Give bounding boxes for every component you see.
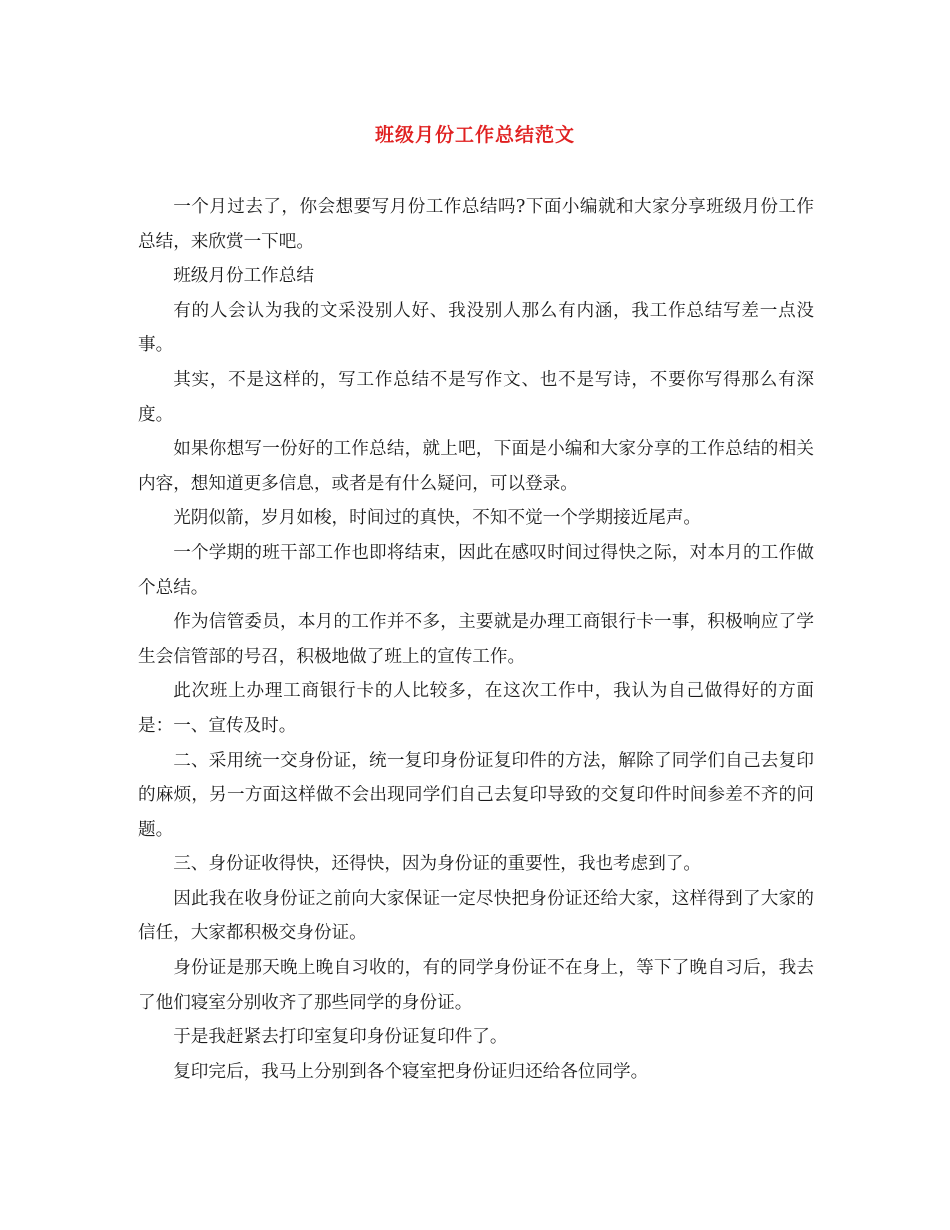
paragraph: 身份证是那天晚上晚自习收的，有的同学身份证不在身上，等下了晚自习后，我去了他们寝室分别收齐了那些同学的身份证。 (138, 958, 814, 1013)
paragraph: 于是我赶紧去打印室复印身份证复印件了。 (173, 1027, 508, 1048)
paragraph: 有的人会认为我的文采没别人好、我没别人那么有内涵，我工作总结写差一点没事。 (138, 300, 814, 356)
paragraph: 其实，不是这样的，写工作总结不是写作文、也不是写诗，不要你写得那么有深度。 (138, 369, 814, 425)
document-title: 班级月份工作总结范文 (374, 124, 575, 146)
paragraph: 如果你想写一份好的工作总结，就上吧，下面是小编和大家分享的工作总结的相关内容，想知道更多信息，或者是有什么疑问，可以登录。 (138, 439, 814, 494)
paragraph: 三、身份证收得快，还得快，因为身份证的重要性，我也考虑到了。 (173, 854, 702, 875)
paragraph: 作为信管委员，本月的工作并不多，主要就是办理工商银行卡一事，积极响应了学生会信管部的号召，积极地做了班上的宣传工作。 (138, 612, 814, 667)
paragraph: 光阴似箭，岁月如梭，时间过的真快，不知不觉一个学期接近尾声。 (173, 508, 702, 529)
paragraph: 二、采用统一交身份证，统一复印身份证复印件的方法，解除了同学们自己去复印的麻烦，另一方面这样做不会出现同学们自己去复印导致的交复印件时间参差不齐的问题。 (138, 750, 814, 840)
paragraph: 此次班上办理工商银行卡的人比较多，在这次工作中，我认为自己做得好的方面是：一、宣传及时。 (138, 681, 814, 736)
paragraph: 班级月份工作总结 (173, 266, 314, 287)
paragraph: 一个月过去了，你会想要写月份工作总结吗?下面小编就和大家分享班级月份工作总结，来欣赏一下吧。 (138, 197, 814, 252)
paragraph: 一个学期的班干部工作也即将结束，因此在感叹时间过得快之际，对本月的工作做个总结。 (138, 542, 814, 598)
paragraph: 因此我在收身份证之前向大家保证一定尽快把身份证还给大家，这样得到了大家的信任，大家都积极交身份证。 (138, 888, 814, 944)
document-body (138, 190, 814, 1089)
paragraph: 复印完后，我马上分别到各个寝室把身份证归还给各位同学。 (173, 1061, 649, 1082)
